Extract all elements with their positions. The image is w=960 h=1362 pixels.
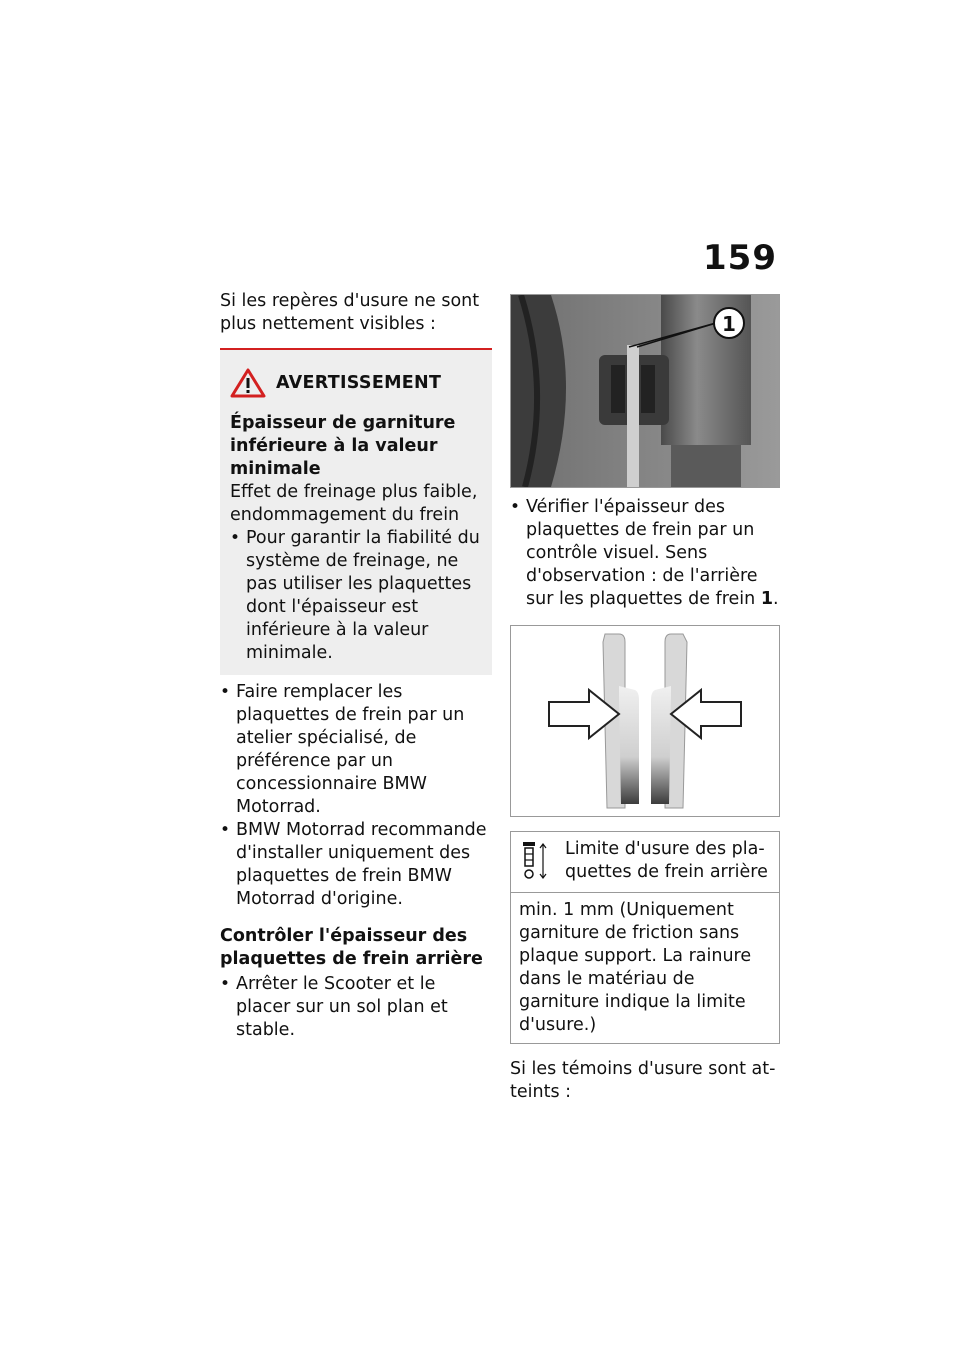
list-item: • Arrêter le Scooter et le placer sur un sol plan et stable. — [220, 973, 492, 1042]
photo-callout: 1 — [722, 312, 736, 336]
brake-photo — [510, 294, 780, 488]
warning-triangle-icon — [230, 368, 266, 398]
list-item: • Vérifier l'épaisseur des plaquettes de frein par un contrôle visuel. Sens d'observation : de l'arrière sur les plaquettes de frein 1. — [510, 496, 780, 611]
warning-subject: Épaisseur de garniture inférieure à la valeur minimale — [230, 413, 456, 479]
check-ref: 1 — [760, 589, 774, 609]
left-column — [220, 290, 492, 1042]
check-text: Vérifier l'épaisseur des plaquettes de frein par un contrôle visuel. Sens d'observation : de l'arrière sur les plaquettes de frein — [526, 497, 758, 609]
list-item: • Pour garantir la fiabilité du système de freinage, ne pas utiliser les plaquettes dont l'épaisseur est inférieure à la valeur minimale. — [230, 527, 482, 665]
warning-header — [230, 368, 482, 398]
brake-pad-wear-icon — [521, 838, 551, 882]
right-column — [510, 294, 780, 1104]
spec-box — [510, 831, 780, 1044]
list-item: • BMW Motorrad recommande d'installer uniquement des plaquettes de frein BMW Motorrad d'origine. — [220, 819, 492, 911]
page-number: 159 — [703, 238, 777, 278]
instruction-list — [220, 681, 492, 911]
warning-title: AVERTISSEMENT — [276, 373, 442, 393]
warning-text: Effet de freinage plus faible, endommagement du frein — [230, 482, 478, 525]
spec-label: Limite d'usure des plaquettes de frein arrière — [565, 839, 768, 882]
list-item: • Faire remplacer les plaquettes de frein par un atelier spécialisé, de préférence par un concessionnaire BMW Motorrad. — [220, 681, 492, 819]
intro-text: Si les repères d'usure ne sont plus nettement visibles : — [220, 291, 480, 334]
warning-box — [220, 348, 492, 675]
warning-list — [230, 527, 482, 665]
instruction-list — [220, 973, 492, 1042]
spec-header — [511, 832, 779, 893]
spec-value: min. 1 mm (Uniquement garniture de friction sans plaque support. La rainure dans le matériau de garniture indique la limite d'usure.) — [519, 900, 752, 1035]
after-text: Si les témoins d'usure sont atteints : — [510, 1059, 776, 1102]
section-heading: Contrôler l'épaisseur des plaquettes de frein arrière — [220, 926, 483, 969]
instruction-list — [510, 496, 780, 611]
pad-wear-illustration — [510, 625, 780, 817]
